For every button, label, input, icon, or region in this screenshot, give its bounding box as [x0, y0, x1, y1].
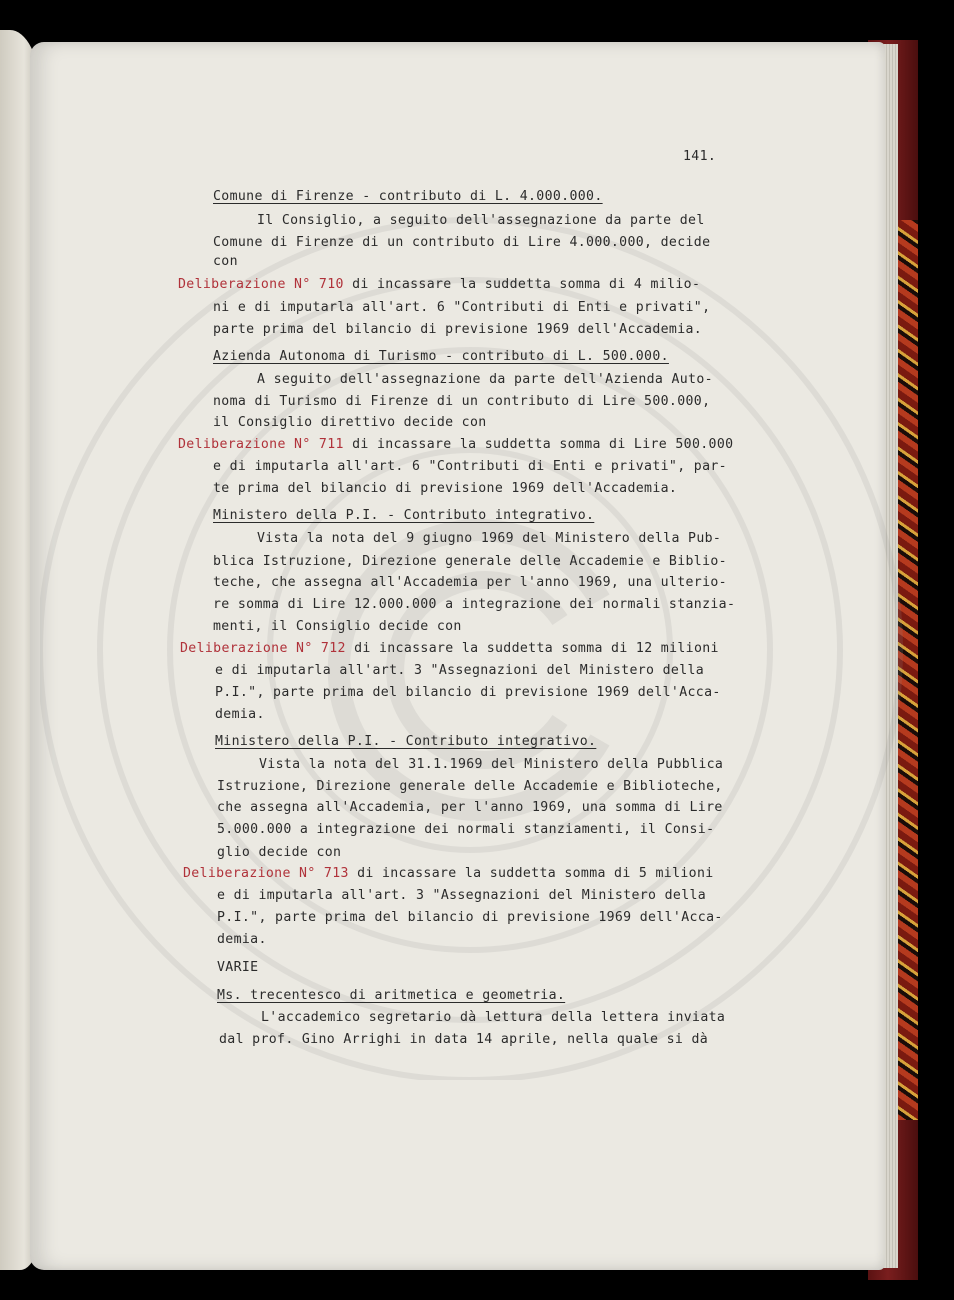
line-text: teche, che assegna all'Accademia per l'anno 1969, una ulterio-	[213, 575, 727, 590]
line-text: e di imputarla all'art. 6 "Contributi di Enti e privati", par-	[213, 459, 727, 474]
line-text: demia.	[215, 707, 265, 722]
line-text: Vista la nota del 31.1.1969 del Ministero della Pubblica	[259, 757, 724, 772]
line-text: re somma di Lire 12.000.000 a integrazione dei normali stanzia-	[213, 597, 736, 612]
deliberation-number: Deliberazione N° 710	[178, 277, 344, 292]
text-line	[217, 888, 706, 903]
line-text: blica Istruzione, Direzione generale delle Accademie e Biblio-	[213, 554, 727, 569]
line-text: di incassare la suddetta somma di 5 milioni	[348, 866, 714, 881]
text-line	[213, 575, 727, 590]
section-heading	[213, 189, 603, 204]
line-text: Comune di Firenze di un contributo di Lire 4.000.000, decide	[213, 235, 711, 250]
text-line	[219, 1032, 708, 1047]
line-text: A seguito dell'assegnazione da parte dell'Azienda Auto-	[257, 372, 713, 387]
page-number: 141.	[683, 149, 717, 164]
line-text: ni e di imputarla all'art. 6 "Contributi di Enti e privati",	[213, 300, 711, 315]
deliberation-number: Deliberazione N° 712	[180, 641, 346, 656]
line-text: Il Consiglio, a seguito dell'assegnazione da parte del	[257, 213, 705, 228]
line-text: demia.	[217, 932, 267, 947]
line-text: P.I.", parte prima del bilancio di previsione 1969 dell'Acca-	[217, 910, 723, 925]
line-text: di incassare la suddetta somma di 12 milioni	[345, 641, 719, 656]
text-line	[257, 213, 705, 228]
text-line	[215, 663, 704, 678]
text-line	[217, 800, 723, 815]
deliberation-number: Deliberazione N° 711	[178, 437, 344, 452]
line-text: che assegna all'Accademia, per l'anno 1969, una somma di Lire	[217, 800, 723, 815]
line-text: noma di Turismo di Firenze di un contributo di Lire 500.000,	[213, 394, 711, 409]
text-line	[213, 459, 727, 474]
line-text: glio decide con	[217, 845, 342, 860]
deliberation-line	[178, 437, 733, 452]
line-text: e di imputarla all'art. 3 "Assegnazioni del Ministero della	[215, 663, 705, 678]
text-line	[213, 254, 238, 269]
marbled-endpaper	[896, 220, 918, 1120]
section-heading	[213, 508, 594, 523]
line-text: Ms. trecentesco di aritmetica e geometria.	[217, 988, 566, 1003]
deliberation-line	[180, 641, 719, 656]
section-heading	[215, 734, 596, 749]
text-line	[217, 779, 723, 794]
text-line	[215, 707, 265, 722]
text-line	[213, 235, 710, 250]
text-line	[215, 685, 721, 700]
text-line	[213, 394, 710, 409]
line-text: L'accademico segretario dà lettura della lettera inviata	[261, 1010, 726, 1025]
line-text: e di imputarla all'art. 3 "Assegnazioni del Ministero della	[217, 888, 707, 903]
text-line	[213, 322, 702, 337]
line-text: Azienda Autonoma di Turismo - contributo di L. 500.000.	[213, 349, 669, 364]
line-text: 5.000.000 a integrazione dei normali stanziamenti, il Consi-	[217, 822, 715, 837]
text-line	[213, 481, 677, 496]
line-text: con	[213, 254, 238, 269]
deliberation-line	[178, 277, 700, 292]
line-text: Ministero della P.I. - Contributo integrativo.	[215, 734, 597, 749]
line-text: di incassare la suddetta somma di 4 milio-	[343, 277, 701, 292]
line-text: VARIE	[217, 960, 259, 975]
text-line	[217, 822, 714, 837]
text-line	[213, 619, 462, 634]
line-text: parte prima del bilancio di previsione 1969 dell'Accademia.	[213, 322, 703, 337]
text-line	[257, 531, 721, 546]
line-text: menti, il Consiglio decide con	[213, 619, 462, 634]
section-heading	[217, 988, 565, 1003]
line-text: Comune di Firenze - contributo di L. 4.000.000.	[213, 189, 603, 204]
text-line	[213, 554, 727, 569]
text-line	[217, 845, 341, 860]
line-text: Istruzione, Direzione generale delle Accademie e Biblioteche,	[217, 779, 723, 794]
text-line	[257, 372, 713, 387]
line-text: dal prof. Gino Arrighi in data 14 aprile, nella quale si dà	[219, 1032, 709, 1047]
line-text: Vista la nota del 9 giugno 1969 del Ministero della Pub-	[257, 531, 722, 546]
text-line	[261, 1010, 725, 1025]
text-line	[217, 932, 267, 947]
section-heading	[213, 349, 669, 364]
deliberation-number: Deliberazione N° 713	[183, 866, 349, 881]
line-text: Ministero della P.I. - Contributo integrativo.	[213, 508, 595, 523]
text-line	[213, 597, 735, 612]
text-line	[217, 910, 723, 925]
text-line	[217, 960, 258, 975]
line-text: il Consiglio direttivo decide con	[213, 415, 487, 430]
line-text: P.I.", parte prima del bilancio di previsione 1969 dell'Acca-	[215, 685, 721, 700]
deliberation-line	[183, 866, 714, 881]
text-line	[213, 415, 487, 430]
text-line	[259, 757, 723, 772]
text-line	[213, 300, 710, 315]
line-text: te prima del bilancio di previsione 1969 dell'Accademia.	[213, 481, 678, 496]
line-text: di incassare la suddetta somma di Lire 500.000	[343, 437, 734, 452]
